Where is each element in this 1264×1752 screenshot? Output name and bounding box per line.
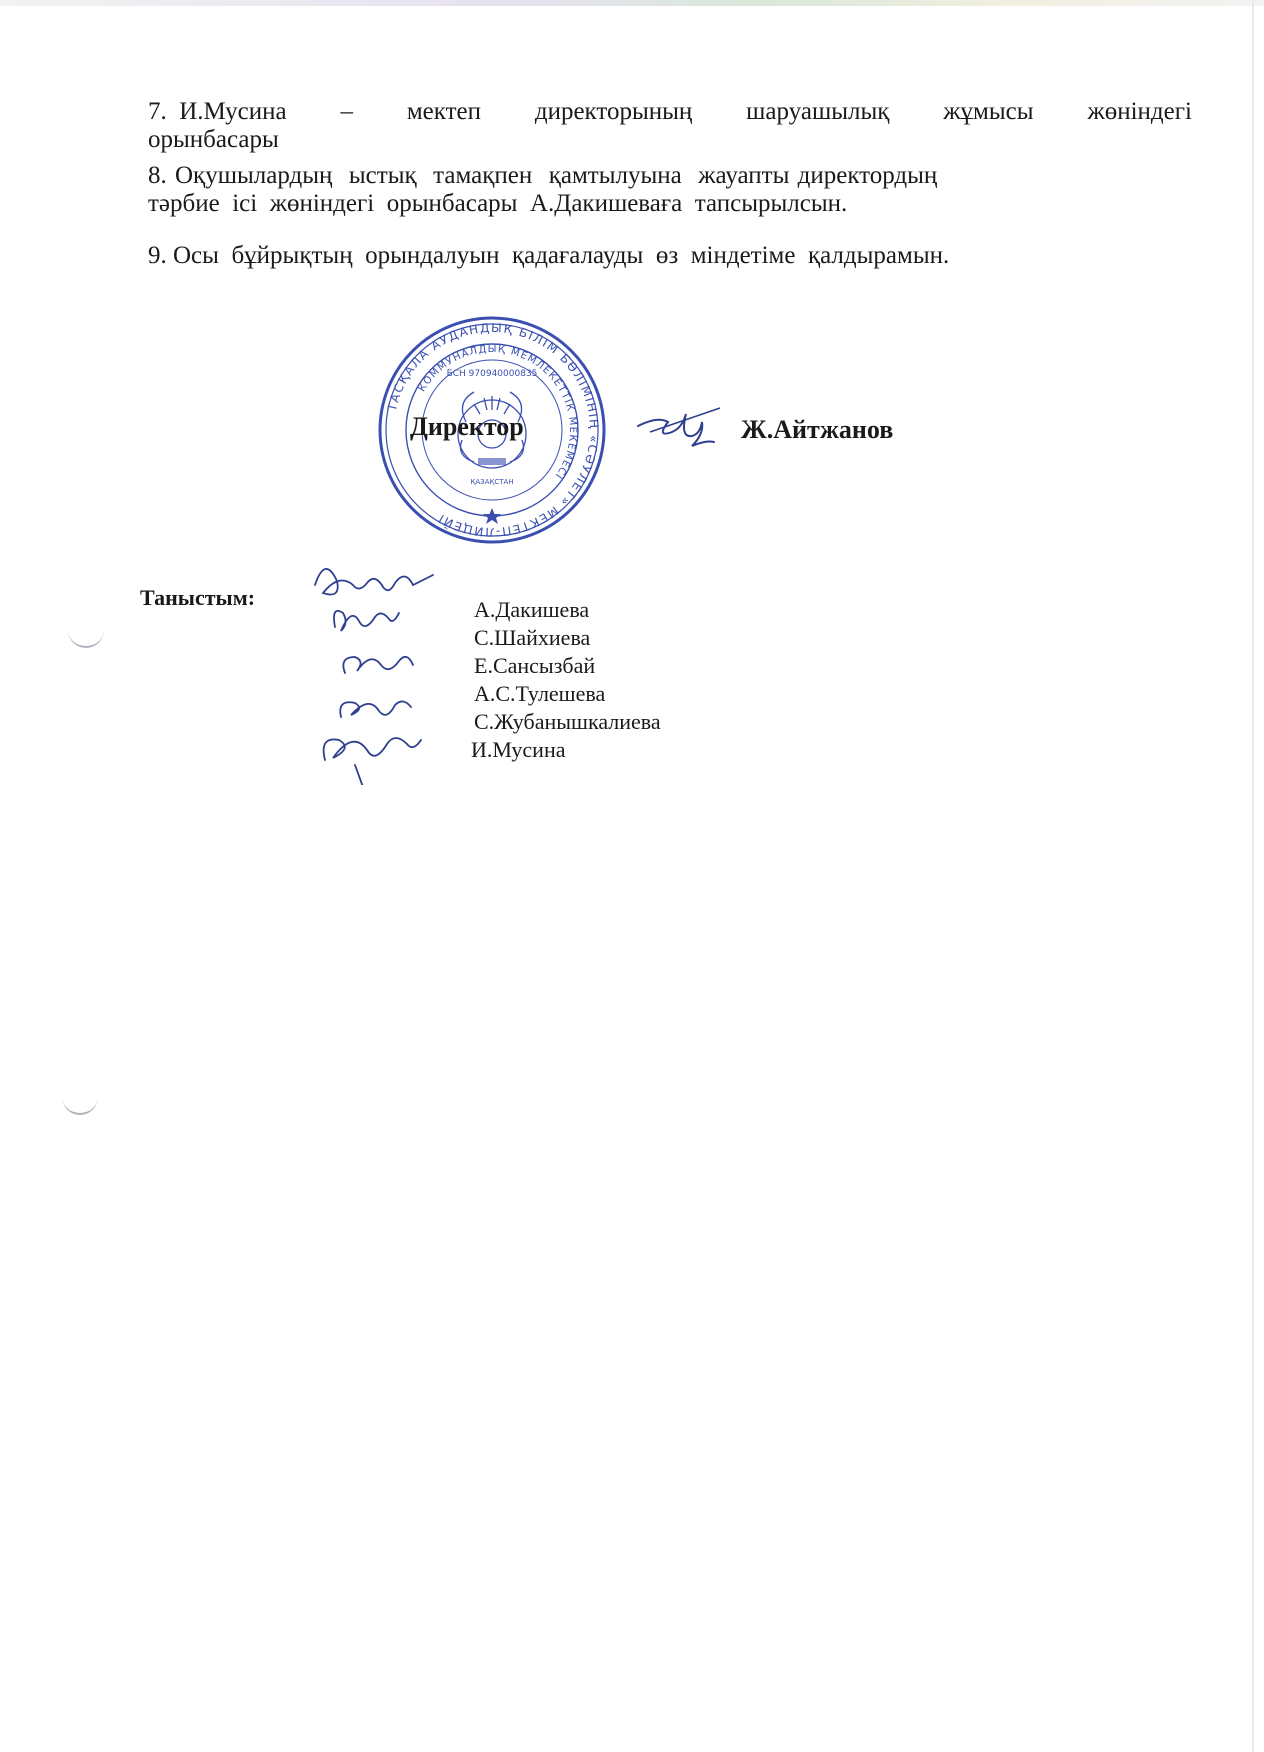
list-item: А.С.Тулешева bbox=[474, 681, 606, 706]
acknowledged-names-list bbox=[471, 596, 661, 764]
item-7-dash: – bbox=[340, 98, 353, 125]
order-item-8 bbox=[148, 162, 1192, 218]
item-7-word: шаруашылық bbox=[746, 98, 890, 125]
stamp-outer-text: ТАСҚАЛА АУДАНДЫҚ БІЛІМ БӨЛІМІНІҢ «СӘУЛЕТ» МЕКТЕП-ЛИЦЕЙІ bbox=[384, 320, 602, 540]
acknowledged-label: Таныстым: bbox=[140, 585, 256, 610]
stamp-star-icon bbox=[483, 508, 501, 524]
item-7-name: И.Мусина bbox=[179, 98, 287, 125]
list-item: С.Шайхиева bbox=[474, 625, 591, 650]
stamp-center-text: ҚАЗАҚСТАН bbox=[470, 478, 514, 486]
scan-edge bbox=[0, 0, 1264, 6]
director-label: Директор bbox=[410, 412, 524, 441]
list-item: И.Мусина bbox=[471, 737, 566, 762]
stamp-inner-text: КОММУНАЛДЫҚ МЕМЛЕКЕТТІК МЕКЕМЕСІ bbox=[416, 343, 579, 482]
item-8-line-1: 8. Оқушылардың ыстық тамақпен қамтылуына жауапты директордың bbox=[148, 162, 938, 189]
item-7-word: директорының bbox=[534, 98, 693, 125]
stamp-bin: БСН 970940000835 bbox=[446, 369, 538, 379]
order-item-7 bbox=[148, 98, 1192, 154]
item-9-text: 9. Осы бұйрықтың орындалуын қадағалауды өз міндетіме қалдырамын. bbox=[148, 242, 950, 269]
item-8-line-2: тәрбие ісі жөніндегі орынбасары А.Дакишеваға тапсырылсын. bbox=[148, 190, 848, 217]
scan-right-edge bbox=[1252, 0, 1254, 1752]
item-7-line-2: орынбасары bbox=[148, 126, 279, 153]
list-item: А.Дакишева bbox=[474, 597, 590, 622]
list-item: С.Жубанышкалиева bbox=[474, 709, 661, 734]
list-item: Е.Сансызбай bbox=[474, 653, 596, 678]
punch-hole bbox=[68, 630, 104, 648]
item-8-line-1-wrap bbox=[148, 162, 1192, 190]
director-signature-icon bbox=[630, 396, 740, 452]
item-7-word: мектеп bbox=[406, 98, 481, 125]
item-7-number: 7. bbox=[148, 98, 167, 125]
item-7-word: жұмысы bbox=[943, 98, 1034, 125]
punch-hole bbox=[62, 1097, 98, 1115]
item-7-word: жөніндегі bbox=[1087, 98, 1192, 125]
director-name: Ж.Айтжанов bbox=[741, 415, 894, 444]
acknowledgement-signatures-icon bbox=[305, 555, 465, 785]
order-item-9 bbox=[148, 242, 1192, 270]
